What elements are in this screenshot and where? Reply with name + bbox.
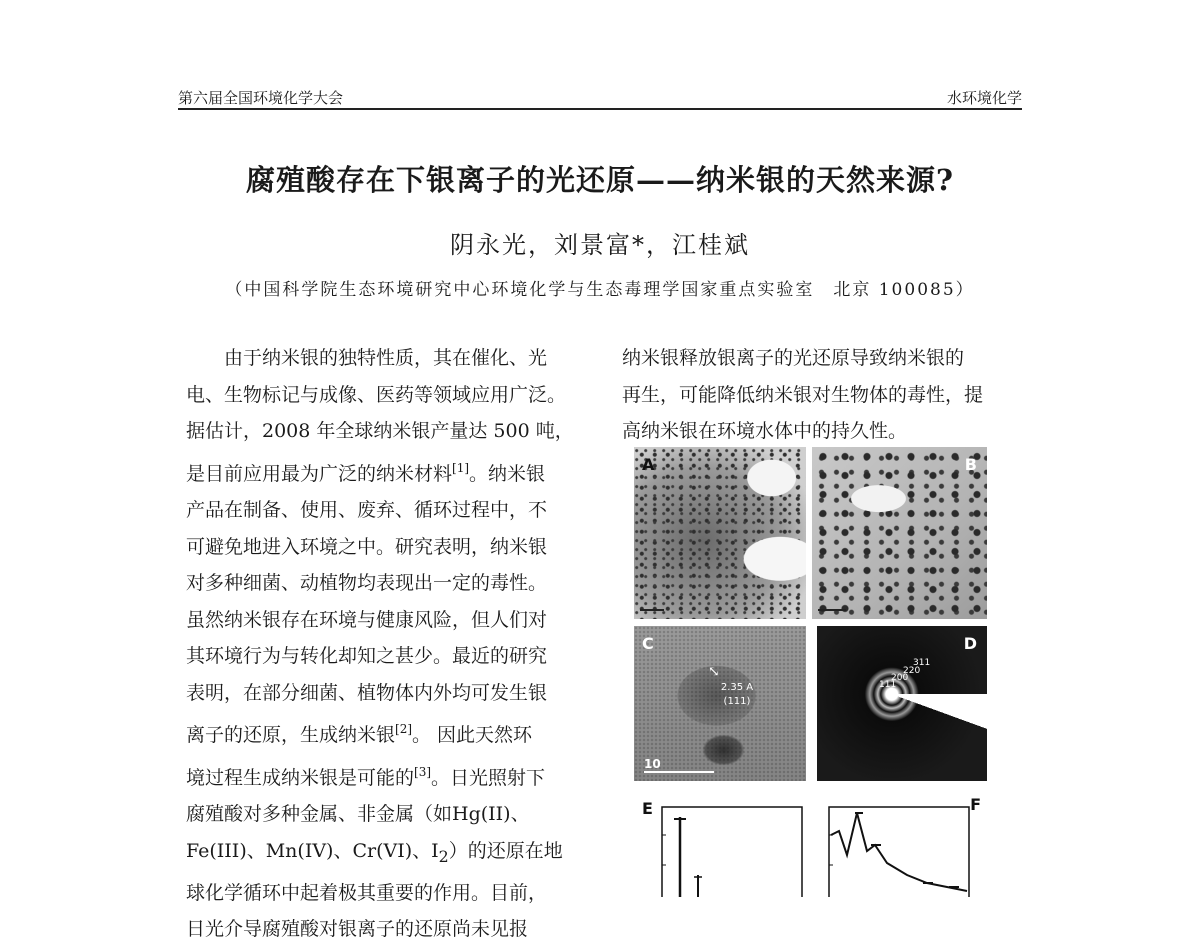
text-segment: 境过程生成纳米银是可能的: [186, 766, 415, 789]
hrtem-image-c: [634, 626, 806, 781]
scale-bar: [818, 609, 846, 611]
subscript: 2: [438, 846, 449, 866]
lattice-plane: (111): [723, 696, 751, 707]
text-line: 再生，可能降低纳米银对生物体的毒性，提: [622, 383, 984, 406]
text-line: [186, 754, 578, 797]
text-line: 表明，在部分细菌、植物体内外均可发生银: [186, 681, 548, 704]
section-name: 水环境化学: [946, 89, 1022, 107]
text-segment: 。纳米银: [469, 462, 546, 485]
scale-label: 10: [644, 757, 661, 771]
plot-f-graphic: [817, 795, 987, 897]
spectrum-plot-f: [817, 795, 987, 897]
citation: [1]: [452, 460, 470, 475]
text-line: 据估计，2008 年全球纳米银产量达 500 吨，: [186, 420, 574, 442]
text-line: 高纳米银在环境水体中的持久性。: [622, 420, 908, 442]
text-segment: 是目前应用最为广泛的纳米材料: [186, 462, 453, 485]
text-line: [186, 450, 578, 493]
text-segment: 。 因此天然环: [412, 724, 533, 746]
text-line: 其环境行为与转化却知之甚少。最近的研究: [186, 645, 548, 667]
panel-label: C: [642, 634, 654, 653]
scale-bar: [640, 609, 664, 611]
text-segment: 离子的还原，生成纳米银: [186, 724, 396, 746]
text-line: 产品在制备、使用、废弃、循环过程中，不: [186, 499, 548, 521]
panel-label: D: [963, 634, 977, 653]
paper-authors: 阴永光，刘景富*，江桂斌: [450, 231, 750, 259]
text-line: 由于纳米银的独特性质，其在催化、光: [186, 347, 548, 369]
body-right-column: [622, 340, 1022, 450]
text-segment: Fe(III)、Mn(IV)、Cr(VI)、I: [186, 839, 439, 862]
citation: [2]: [395, 722, 413, 736]
text-segment: 。日光照射下: [431, 766, 546, 789]
text-line: 可避免地进入环境之中。研究表明，纳米银: [186, 535, 548, 558]
panel-label: B: [964, 455, 977, 474]
paper-affiliation: （中国科学院生态环境研究中心环境化学与生态毒理学国家重点实验室 北京 100085）: [225, 280, 975, 300]
panel-label: F: [970, 795, 981, 814]
paper-title: 腐殖酸存在下银离子的光还原——纳米银的天然来源?: [246, 163, 954, 197]
lattice-arrow-icon: ⤡: [708, 664, 720, 680]
body-left-column: [186, 340, 578, 948]
text-line: [186, 711, 578, 754]
lattice-spacing: 2.35 A: [720, 682, 754, 693]
ring-label: 311: [913, 658, 931, 668]
ring-label: 200: [891, 673, 909, 683]
saed-pattern-d: [817, 626, 987, 781]
tem-image-b: [812, 447, 987, 619]
text-segment: ）的还原在地: [448, 839, 563, 862]
panel-label: A: [642, 455, 655, 474]
scale-bar: [644, 771, 714, 773]
header-divider: [178, 108, 1022, 110]
tem-image-a: [634, 447, 806, 619]
text-line: 对多种细菌、动植物均表现出一定的毒性。: [186, 572, 548, 594]
text-line: 电、生物标记与成像、医药等领域应用广泛。: [186, 383, 567, 406]
text-line: 日光介导腐殖酸对银离子的还原尚未见报: [186, 918, 529, 941]
spectrum-plot-e: [634, 795, 806, 897]
ring-label: 220: [903, 666, 921, 676]
ring-label: 111: [879, 680, 897, 690]
text-line: [186, 833, 578, 875]
text-line: 球化学循环中起着极其重要的作用。目前，: [186, 881, 548, 904]
text-line: 腐殖酸对多种金属、非金属（如Hg(II)、: [186, 803, 530, 825]
text-line: 纳米银释放银离子的光还原导致纳米银的: [622, 347, 965, 369]
text-line: 虽然纳米银存在环境与健康风险，但人们对: [186, 608, 548, 631]
panel-label: E: [642, 799, 653, 818]
conference-name: 第六届全国环境化学大会: [178, 89, 344, 107]
plot-e-graphic: [634, 795, 806, 897]
citation: [3]: [414, 764, 432, 779]
